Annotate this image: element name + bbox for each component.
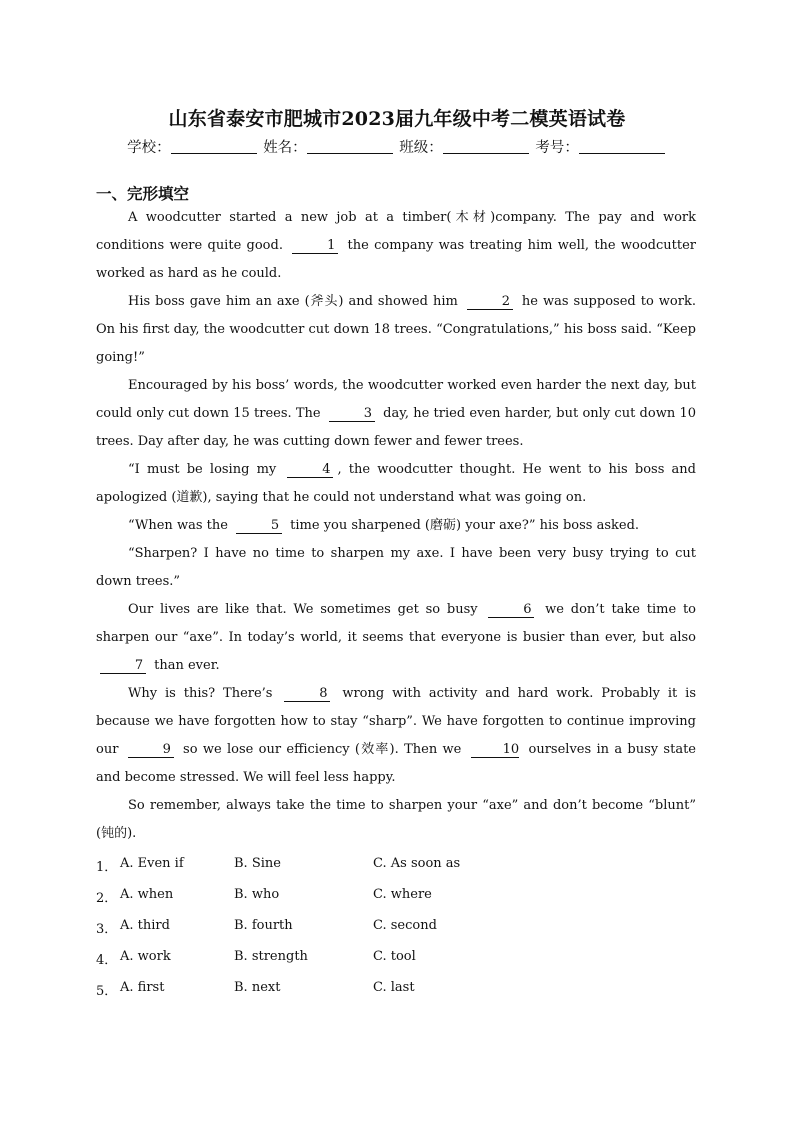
option-b: B. Sine (234, 856, 281, 871)
section-title: 一、完形填空 (96, 185, 190, 203)
class-fill-line (443, 139, 529, 154)
passage-paragraph (96, 512, 696, 540)
cloze-blank: 6 (488, 603, 534, 618)
option-a: A. Even if (120, 856, 184, 871)
paragraph-text: , the woodcutter thought. He went to his boss and apologized (道歉), saying that he could not understand what was going on. (96, 462, 696, 505)
passage-paragraph (96, 204, 696, 288)
paragraph-text: “I must be losing my (128, 462, 284, 477)
cloze-passage (96, 204, 696, 848)
paragraph-text: we don’t take time to sharpen our “axe”. In today’s world, it seems that everyone is busier than ever, but also (96, 602, 697, 645)
passage-paragraph (96, 540, 696, 596)
option-b: B. who (234, 887, 280, 902)
paragraph-text: So remember, always take the time to sharpen your “axe” and don’t become “blunt” (钝的). (96, 798, 696, 841)
question-option-row (96, 887, 696, 918)
exam-number-fill-line (579, 139, 665, 154)
option-c: C. second (373, 918, 437, 933)
passage-paragraph (96, 792, 696, 848)
cloze-blank: 1 (292, 239, 338, 254)
option-c: C. As soon as (373, 856, 461, 871)
option-a: A. third (120, 918, 170, 933)
paragraph-text: Encouraged by his boss’ words, the woodcutter worked even harder the next day, but could only cut down 15 trees. The (96, 378, 696, 421)
question-option-row (96, 918, 696, 949)
question-number: 5． (96, 984, 118, 999)
cloze-blank: 2 (467, 295, 513, 310)
student-info-line (0, 136, 794, 157)
cloze-blank: 9 (128, 743, 174, 758)
question-option-row (96, 980, 696, 1011)
option-b: B. strength (234, 949, 308, 964)
option-c: C. where (373, 887, 432, 902)
question-option-row (96, 856, 696, 887)
cloze-blank: 8 (284, 687, 330, 702)
info-field-school: 学校： (127, 140, 171, 156)
cloze-blank: 10 (471, 743, 520, 758)
name-fill-line (307, 139, 393, 154)
info-field-exam-number: 考号： (535, 140, 579, 156)
paragraph-text: A woodcutter started a new job at a timber(木材)company. The pay and work conditions were quite good. (96, 210, 696, 253)
option-a: A. when (120, 887, 174, 902)
cloze-blank: 5 (236, 519, 282, 534)
paragraph-text: than ever. (150, 658, 220, 673)
paragraph-text: ourselves in a busy state and become stressed. We will feel less happy. (96, 742, 696, 785)
option-c: C. tool (373, 949, 416, 964)
paragraph-text: wrong with activity and hard work. Probably it is because we have forgotten how to stay “sharp”. We have forgotten to continue improving our (96, 686, 697, 757)
question-option-row (96, 949, 696, 980)
paragraph-text: the company was treating him well, the woodcutter worked as hard as he could. (96, 238, 697, 281)
passage-paragraph (96, 372, 696, 456)
question-number: 4． (96, 953, 118, 968)
info-field-class: 班级： (399, 140, 443, 156)
passage-paragraph (96, 288, 696, 372)
option-a: A. work (120, 949, 171, 964)
answer-options (96, 856, 696, 1011)
passage-paragraph (96, 596, 696, 680)
paragraph-text: so we lose our efficiency (效率). Then we (177, 742, 467, 757)
exam-title: 山东省泰安市肥城市2023届九年级中考二模英语试卷 (168, 108, 626, 130)
paragraph-text: day, he tried even harder, but only cut down 10 trees. Day after day, he was cutting down fewer and fewer trees. (96, 406, 696, 449)
paragraph-text: “Sharpen? I have no time to sharpen my axe. I have been very busy trying to cut down trees.” (96, 546, 696, 589)
paragraph-text: he was supposed to work. On his first day, the woodcutter cut down 18 trees. “Congratulations,” his boss said. “Keep going!” (96, 294, 696, 365)
info-field-name: 姓名： (263, 140, 307, 156)
paragraph-text: Our lives are like that. We sometimes get so busy (128, 602, 485, 617)
question-number: 1． (96, 860, 118, 875)
passage-paragraph (96, 456, 696, 512)
paragraph-text: His boss gave him an axe (斧头) and showed him (128, 294, 463, 309)
cloze-blank: 4 (287, 463, 333, 478)
cloze-blank: 3 (329, 407, 375, 422)
paragraph-text: “When was the (128, 518, 233, 533)
passage-paragraph (96, 680, 696, 792)
cloze-blank: 7 (100, 659, 146, 674)
option-c: C. last (373, 980, 415, 995)
option-a: A. first (120, 980, 165, 995)
paragraph-text: time you sharpened (磨砺) your axe?” his boss asked. (286, 518, 640, 533)
question-number: 2． (96, 891, 118, 906)
option-b: B. next (234, 980, 281, 995)
school-fill-line (171, 139, 257, 154)
question-number: 3． (96, 922, 118, 937)
paragraph-text: Why is this? There’s (128, 686, 281, 701)
option-b: B. fourth (234, 918, 293, 933)
